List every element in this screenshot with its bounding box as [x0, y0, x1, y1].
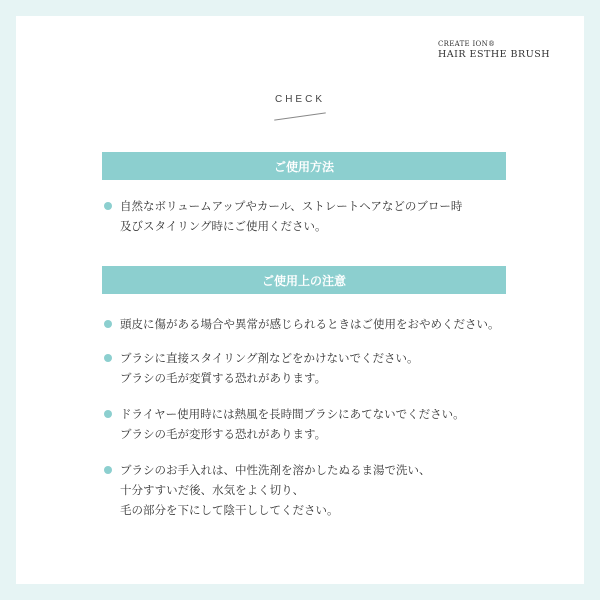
caution-item: [104, 314, 544, 334]
bullet-icon: [104, 202, 112, 210]
caution-item-line: ドライヤー使用時には熱風を長時間ブラシにあてないでください。: [120, 407, 465, 421]
brand-product-name: HAIR ESTHE BRUSH: [437, 49, 550, 60]
bullet-icon: [104, 410, 112, 418]
caution-item-line: ブラシに直接スタイリング剤などをかけないでください。: [120, 351, 419, 365]
usage-item-line: 及びスタイリング時にご使用ください。: [120, 219, 327, 233]
caution-item: [104, 404, 544, 444]
bullet-icon: [104, 466, 112, 474]
caution-item-line: 毛の部分を下にして陰干ししてください。: [120, 503, 339, 517]
usage-section-header: ご使用方法: [102, 152, 506, 180]
caution-item-line: ブラシのお手入れは、中性洗剤を溶かしたぬるま湯で洗い、: [120, 463, 431, 477]
brand-logo: [438, 40, 550, 61]
usage-item-line: 自然なボリュームアップやカール、ストレートヘアなどのブロー時: [120, 199, 463, 213]
caution-item-line: 十分すすいだ後、水気をよく切り、: [120, 483, 305, 497]
caution-item-line: ブラシの毛が変質する恐れがあります。: [120, 371, 327, 385]
caution-item: [104, 460, 544, 520]
check-title: CHECK: [274, 94, 325, 105]
usage-item: [104, 196, 544, 236]
bullet-icon: [104, 320, 112, 328]
brand-maker: CREATE ION®: [437, 40, 496, 48]
cautions-section-header: ご使用上の注意: [102, 266, 506, 294]
caution-item-line: 頭皮に傷がある場合や異常が感じられるときはご使用をおやめください。: [120, 317, 500, 331]
bullet-icon: [104, 354, 112, 362]
caution-item: [104, 348, 544, 388]
content-card: [16, 16, 584, 584]
caution-item-line: ブラシの毛が変形する恐れがあります。: [120, 427, 327, 441]
check-divider: [274, 112, 326, 120]
